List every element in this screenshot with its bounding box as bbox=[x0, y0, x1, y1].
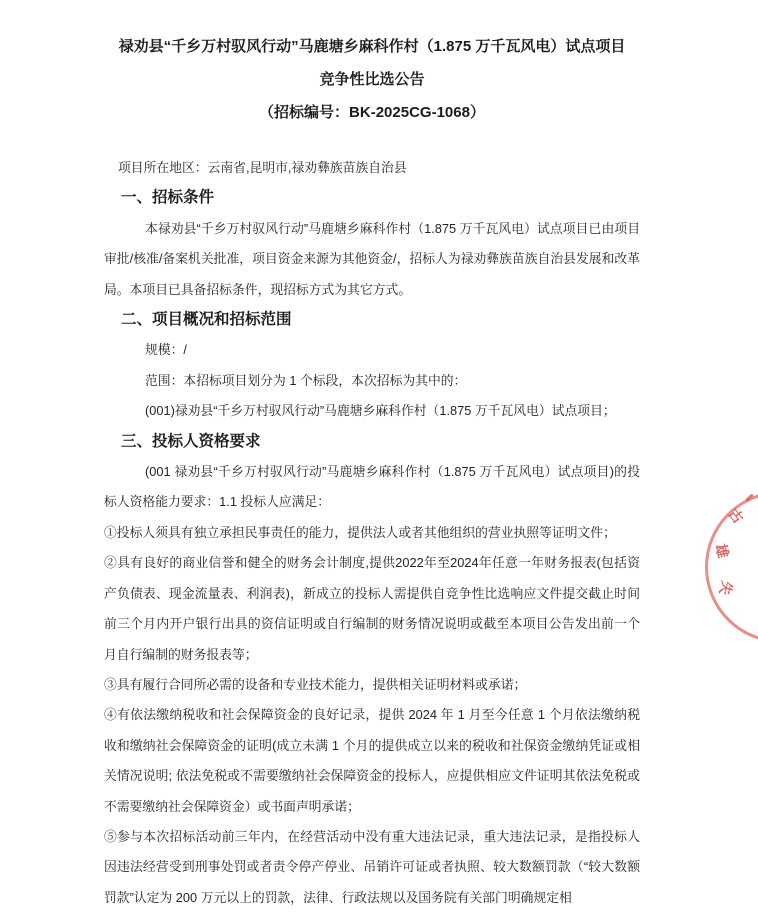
paragraph-requirement-1: ①投标人须具有独立承担民事责任的能力，提供法人或者其他组织的营业执照等证明文件； bbox=[104, 524, 616, 540]
seal-character: 失 bbox=[716, 579, 736, 597]
section-heading-2-project-scope: 二、项目概况和招标范围 bbox=[121, 311, 292, 329]
paragraph-requirement-4: ④有依法缴纳税收和社会保障资金的良好记录，提供 2024 年 1 月至今任意 1 个月依法缴纳税收和缴纳社会保障资金的证明(成立未满 1 个月的提供成立以来的税收和社保资金缴纳凭证或相关情况说明; 依法免税或不需要缴纳社会保障资金的投标人，应提供相应文件证明其依法免税或不需要缴纳社会保障资金）或书面声明承诺； bbox=[104, 707, 640, 814]
paragraph-requirement-5: ⑤参与本次招标活动前三年内，在经营活动中没有重大违法记录，重大违法记录，是指投标人因违法经营受到刑事处罚或者责令停产停业、吊销许可证或者执照、较大数额罚款（“较大数额罚款”认定为 200 万元以上的罚款，法律、行政法规以及国务院有关部门明确规定相 bbox=[104, 828, 640, 905]
section-heading-3-bidder-qualifications: 三、投标人资格要求 bbox=[121, 432, 261, 450]
tender-announcement bbox=[104, 30, 640, 912]
paragraph-tender-conditions: 本禄劝县“千乡万村驭风行动”马鹿塘乡麻科作村（1.875 万千瓦风电）试点项目已由项目审批/核准/备案机关批准，项目资金来源为其他资金/，招标人为禄劝彝族苗族自治县发展和改革局。本项目已具备招标条件，现招标方式为其它方式。 bbox=[104, 220, 640, 297]
document-title-line-2: 竞争性比选公告 bbox=[319, 71, 425, 88]
seal-character: 古 bbox=[725, 505, 747, 527]
section-heading-1-tender-conditions: 一、招标条件 bbox=[121, 189, 215, 207]
paragraph-requirement-2: ②具有良好的商业信誉和健全的财务会计制度,提供2022年至2024年任意一年财务报表(包括资产负债表、现金流量表、利润表)，新成立的投标人需提供自竞争性比选响应文件提交截止时间前三个月内开户银行出具的资信证明或自行编制的财务情况说明或截至本项目公告发出前一个月自行编制的财务报表等； bbox=[104, 555, 640, 662]
seal-character: 雄 bbox=[712, 542, 732, 560]
project-location-line: 项目所在地区：云南省,昆明市,禄劝彝族苗族自治县 bbox=[118, 160, 407, 175]
paragraph-qualification-intro: (001 禄劝县“千乡万村驭风行动”马鹿塘乡麻科作村（1.875 万千瓦风电）试点项目)的投标人资格能力要求：1.1 投标人应满足： bbox=[104, 464, 640, 510]
document-title-block bbox=[104, 30, 640, 129]
document-title-line-1: 禄劝县“千乡万村驭风行动”马鹿塘乡麻科作村（1.875 万千瓦风电）试点项目 bbox=[118, 38, 626, 55]
paragraph-lot-001: (001)禄劝县“千乡万村驭风行动”马鹿塘乡麻科作村（1.875 万千瓦风电）试点项目； bbox=[145, 403, 616, 419]
paragraph-requirement-3: ③具有履行合同所必需的设备和专业技术能力，提供相关证明材料或承诺； bbox=[104, 676, 527, 692]
document-body bbox=[104, 153, 640, 912]
paragraph-scope: 范围：本招标项目划分为 1 个标段，本次招标为其中的： bbox=[145, 372, 467, 388]
tender-number: （招标编号：BK-2025CG-1068） bbox=[259, 104, 485, 121]
paragraph-scale: 规模：/ bbox=[145, 342, 187, 358]
